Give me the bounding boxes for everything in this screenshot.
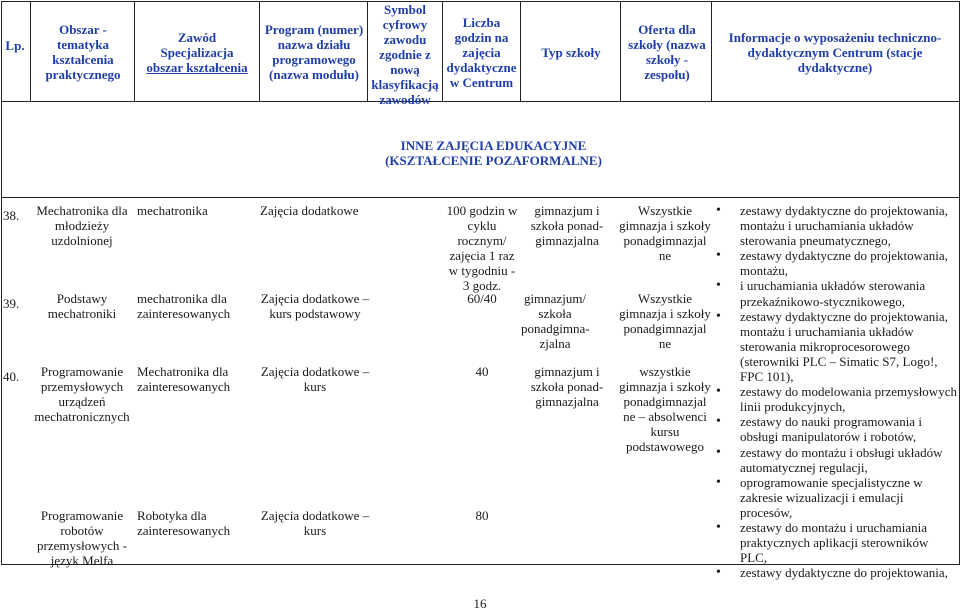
row-38-typ: gimnazjum i szkoła ponad-gimnazjalna [530,203,604,248]
row-40-num: 40. [3,369,20,384]
row-40-obszar: Programowanie przemysłowych urządzeń mechatronicznych [34,364,130,424]
row-41-obszar: Programowanie robotów przemysłowych - język Melfa [37,508,127,568]
row-40-liczba: 40 [475,364,489,379]
row-38-obszar: Mechatronika dla młodzieży uzdolnionej [36,203,128,248]
header-symbol: Symbol cyfrowy zawodu zgodnie z nową klasyfikacją zawodów [371,2,439,107]
equipment-item: • zestawy do nauki programowania i obsługi manipulatorów i robotów, [712,414,958,444]
row-38-zawod: mechatronika [137,203,208,218]
header-zawod-line2: Specjalizacja [160,45,234,60]
row-39-oferta: Wszystkie gimnazja i szkoły ponadgimnazjal ne [619,291,711,351]
header-zawod-line3: obszar kształcenia [146,60,248,75]
header-program: Program (numer) nazwa działu programowego (nazwa modułu) [264,22,364,82]
row-38-liczba: 100 godzin w cyklu rocznym/ zajęcia 1 raz w tygodniu - 3 godz. [446,203,518,293]
row-38-num: 38. [3,208,20,223]
row-39-typ: gimnazjum/ szkoła ponadgimna-zjalna [521,291,590,351]
header-zawod [137,30,257,75]
header-liczba: Liczba godzin na zajęcia dydaktyczne w Centrum [446,15,517,90]
section-title-line2: (KSZTAŁCENIE POZAFORMALNE) [385,153,602,168]
equipment-item: • zestawy dydaktyczne do projektowania, montażu i uruchamiania układów sterowania mikroprocesorowego (sterowniki PLC – Simatic S7, Logo!, FPC 101), [712,309,958,384]
equipment-item: • oprogramowanie specjalistyczne w zakresie wizualizacji i emulacji procesów, [712,475,958,520]
equipment-item: • zestawy do montażu i uruchamiania praktycznych aplikacji sterowników PLC, [712,520,958,565]
row-40-oferta: wszystkie gimnazja i szkoły ponadgimnazjal ne – absolwenci kursu podstawowego [619,364,711,454]
equipment-item: • i uruchamiania układów sterowania przekaźnikowo-stycznikowego, [712,278,958,308]
row-40-program: Zajęcia dodatkowe – kurs [260,364,370,394]
row-38-program: Zajęcia dodatkowe [260,203,359,218]
row-41-zawod: Robotyka dla zainteresowanych [137,508,231,538]
header-oferta: Oferta dla szkoły (nazwa szkoły - zespołu) [628,22,706,82]
equipment-item: • zestawy do montażu i obsługi układów automatycznej regulacji, [712,445,958,475]
equipment-item: • zestawy do modelowania przemysłowych linii produkcyjnych, [712,384,958,414]
section-title-line1: INNE ZAJĘCIA EDUKACYJNE [400,138,587,153]
equipment-item: • zestawy dydaktyczne do projektowania, [712,565,958,580]
row-39-liczba: 60/40 [467,291,497,306]
row-40-zawod: Mechatronika dla zainteresowanych [137,364,231,394]
section-title [27,138,960,168]
row-41-program: Zajęcia dodatkowe – kurs [260,508,370,538]
row-38-oferta: Wszystkie gimnazja i szkoły ponadgimnazjal ne [619,203,711,263]
row-39-program: Zajęcia dodatkowe – kurs podstawowy [260,291,370,321]
equipment-item: • zestawy dydaktyczne do projektowania, montażu i uruchamiania układów sterowania pneumatycznego, [712,203,958,248]
header-informacje: Informacje o wyposażeniu techniczno-dydaktycznym Centrum (stacje dydaktyczne) [728,30,942,75]
row-40-typ: gimnazjum i szkoła ponad-gimnazjalna [530,364,604,409]
header-typ: Typ szkoły [541,45,601,60]
header-obszar: Obszar - tematyka kształcenia praktycznego [45,22,121,82]
header-zawod-line1: Zawód [177,30,217,45]
row-39-num: 39. [3,296,20,311]
row-39-obszar: Podstawy mechatroniki [47,291,117,321]
equipment-item: • zestawy dydaktyczne do projektowania, montażu, [712,248,958,278]
row-41-liczba: 80 [475,508,489,523]
row-39-zawod: mechatronika dla zainteresowanych [137,291,231,321]
header-lp: Lp. [5,38,25,53]
equipment-list [712,203,958,580]
page-number: 16 [473,596,487,611]
